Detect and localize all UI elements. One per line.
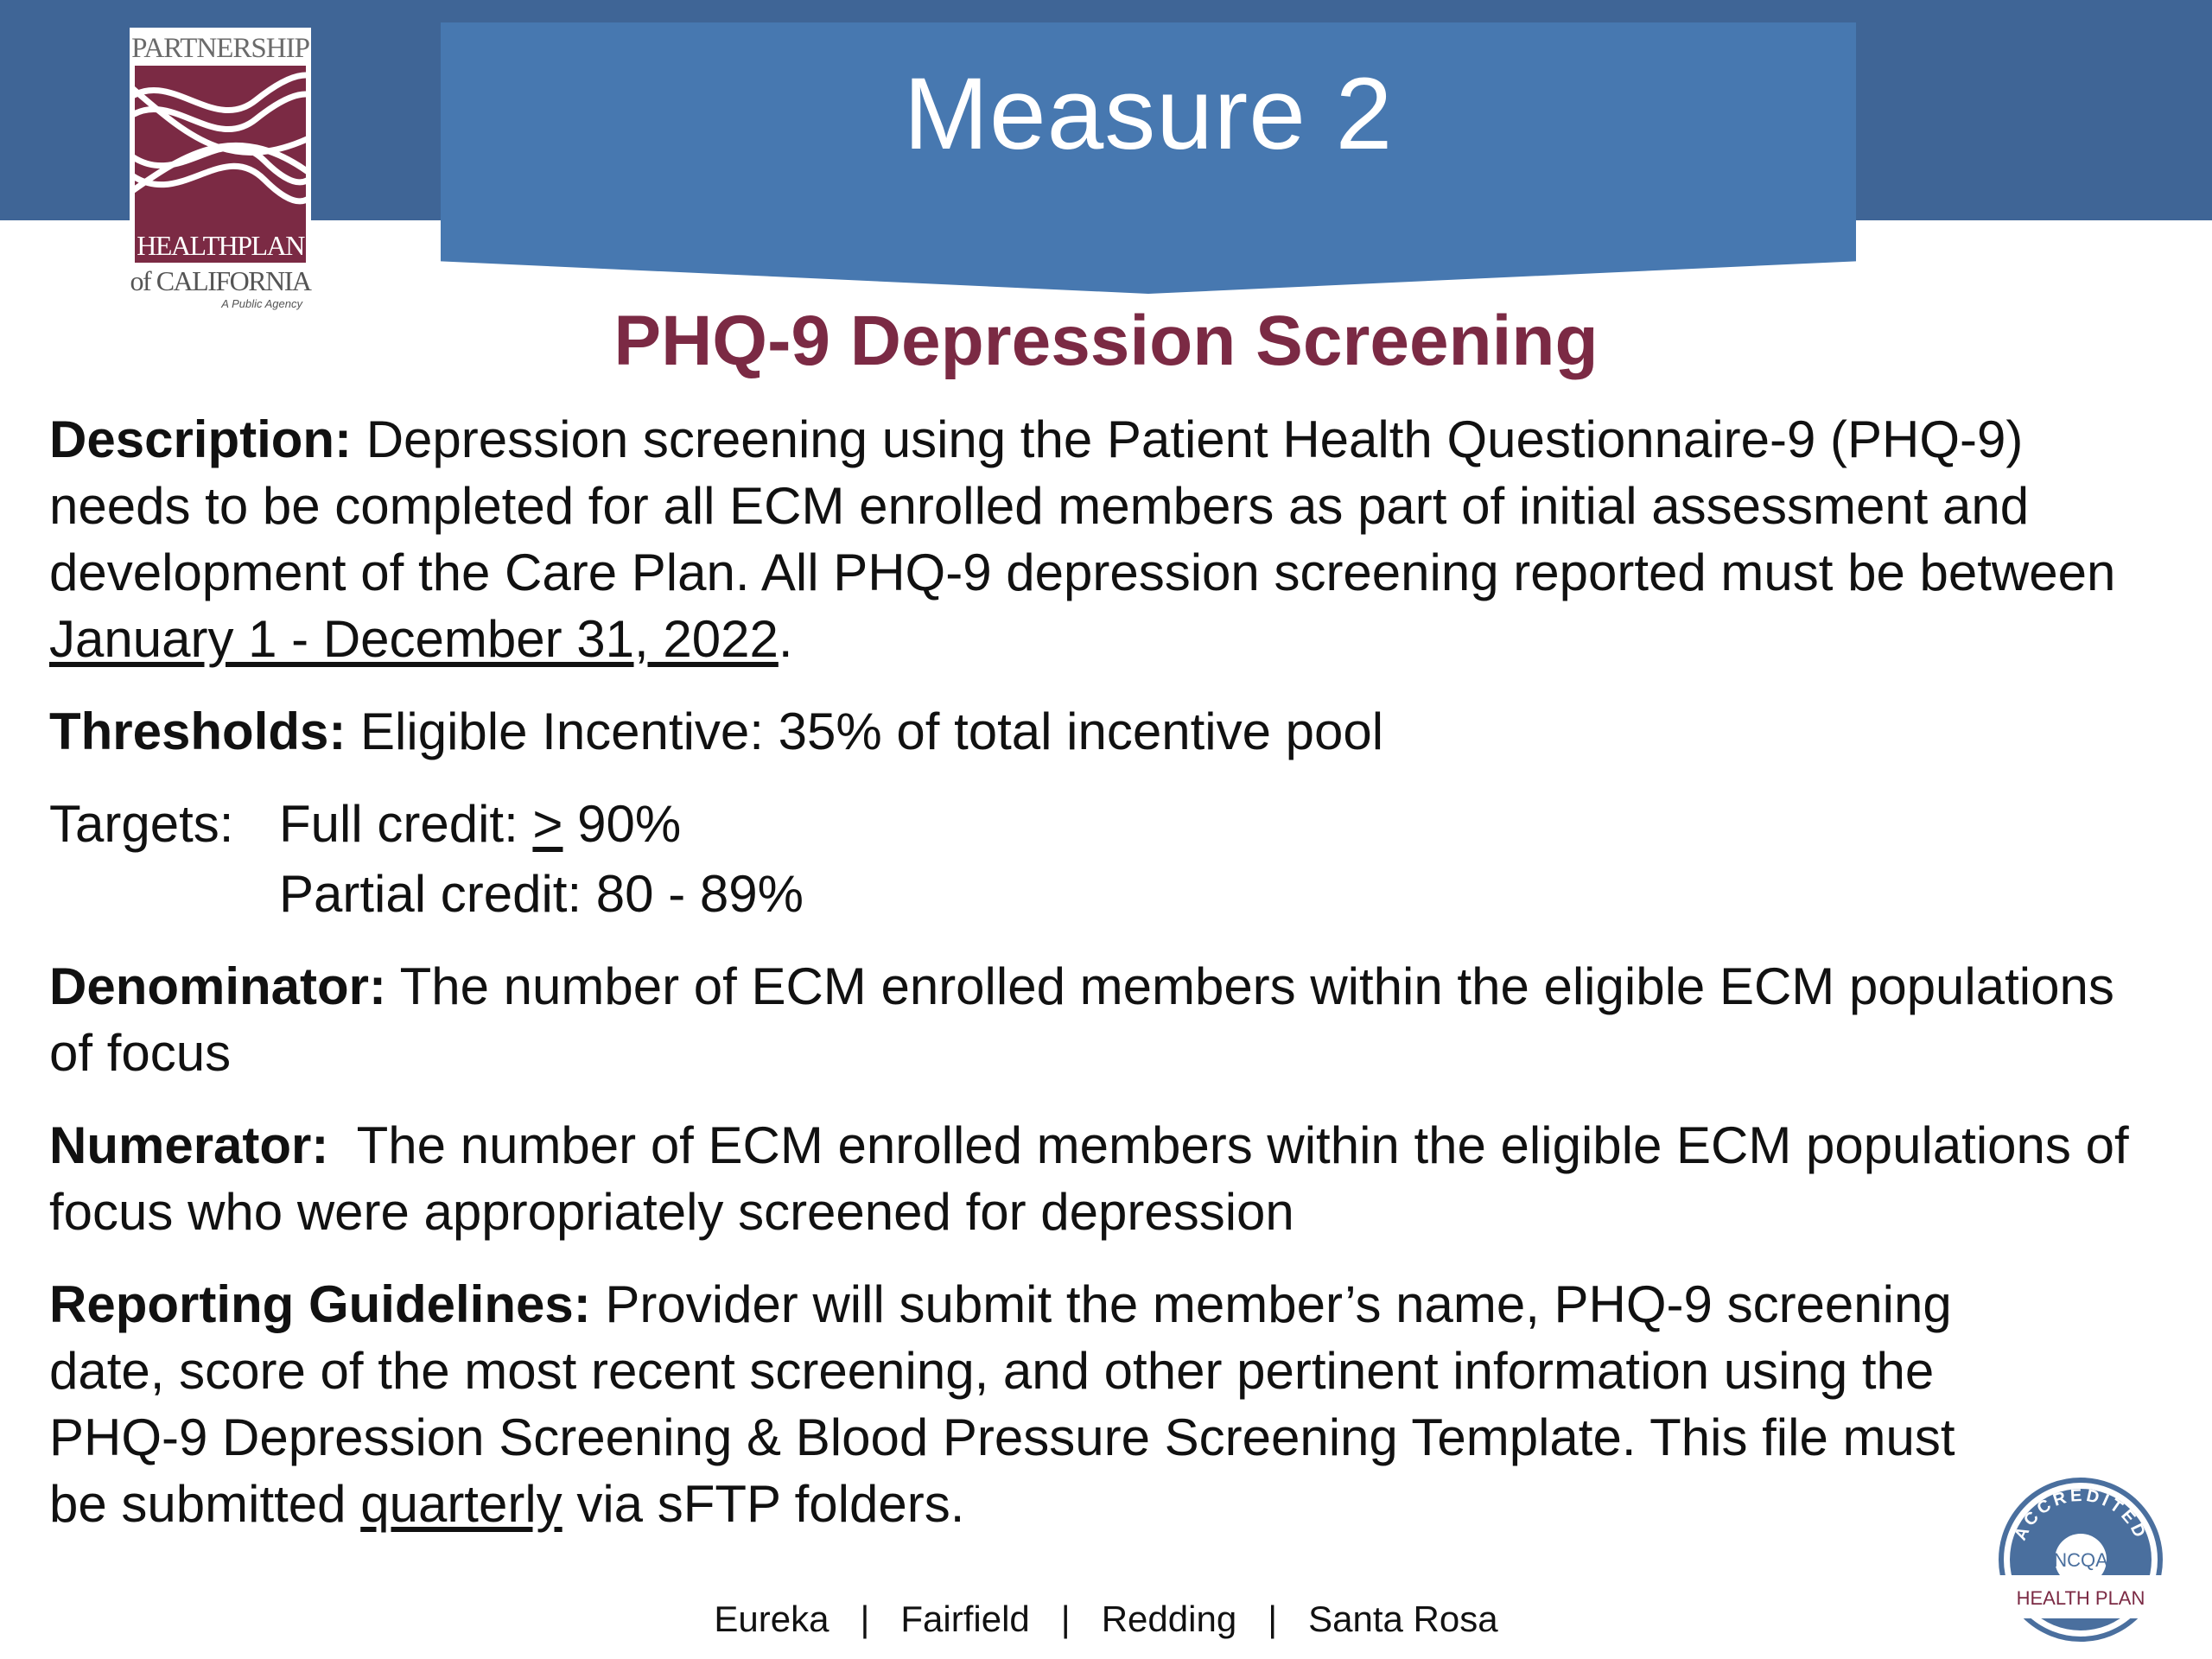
targets-full-credit xyxy=(279,791,681,857)
footer-location: Fairfield xyxy=(900,1599,1030,1639)
description-label: Description: xyxy=(49,410,353,468)
seal-top-text: ACCREDITED xyxy=(2011,1485,2151,1544)
numerator-label: Numerator: xyxy=(49,1116,329,1174)
logo-tagline: A Public Agency xyxy=(221,297,302,310)
targets-label: Targets: xyxy=(49,795,234,853)
logo-top-text: PARTNERSHIP xyxy=(131,33,309,64)
denominator-text: The number of ECM enrolled members within the eligible ECM populations of focus xyxy=(49,957,2114,1082)
logo-healthplan-text: HEALTHPLAN xyxy=(135,228,306,263)
thresholds-paragraph xyxy=(49,698,2158,765)
denominator-label: Denominator: xyxy=(49,957,386,1015)
footer-separator: | xyxy=(860,1599,870,1639)
footer-separator: | xyxy=(1268,1599,1278,1639)
description-paragraph xyxy=(49,406,2158,672)
full-credit-value: 90% xyxy=(563,795,682,853)
ncqa-accredited-seal xyxy=(1986,1473,2176,1646)
targets-partial-row xyxy=(49,861,2158,927)
numerator-paragraph xyxy=(49,1112,2158,1245)
measure-content xyxy=(49,406,2158,1537)
targets-full-row xyxy=(49,791,2158,857)
reporting-frequency: quarterly xyxy=(360,1475,563,1533)
reporting-end: via sFTP folders. xyxy=(562,1475,965,1533)
seal-bottom-text: HEALTH PLAN xyxy=(2016,1587,2145,1609)
footer-location: Eureka xyxy=(714,1599,830,1639)
footer-separator: | xyxy=(1060,1599,1071,1639)
targets-block xyxy=(49,791,2158,927)
logo-state-text: of CALIFORNIA xyxy=(130,265,311,296)
banner-title: Measure 2 xyxy=(903,57,1394,171)
partnership-logo xyxy=(130,28,311,317)
reporting-text: Provider will submit the member’s name, PHQ-9 screening date, score of the most recent screening, and other pertinent information using the PHQ-9 Depression Screening & Blood Pressure Screening Template. This file must be submitted xyxy=(49,1275,1955,1533)
ncqa-seal-icon xyxy=(1986,1473,2176,1646)
numerator-text: The number of ECM enrolled members within the eligible ECM populations of focus who were appropriately screened for depression xyxy=(49,1116,2144,1241)
description-date-range: January 1 - December 31, 2022 xyxy=(49,610,779,668)
seal-center-text: NCQA xyxy=(2053,1549,2108,1571)
reporting-paragraph xyxy=(49,1271,2002,1537)
denominator-paragraph xyxy=(49,953,2158,1086)
footer-location: Redding xyxy=(1101,1599,1237,1639)
footer-locations xyxy=(0,1599,2212,1640)
thresholds-label: Thresholds: xyxy=(49,702,346,760)
targets-label-spacer xyxy=(49,861,279,927)
full-credit-prefix: Full credit: xyxy=(279,795,533,853)
logo-wave-icon xyxy=(135,66,306,238)
description-text: Depression screening using the Patient Health Questionnaire-9 (PHQ-9) needs to be completed for all ECM enrolled members as part of initial assessment and development of the Care Plan. All PHQ-9 depression screening reported must be between xyxy=(49,410,2116,601)
full-credit-symbol: > xyxy=(532,795,563,853)
thresholds-text: Eligible Incentive: 35% of total incentive pool xyxy=(346,702,1384,760)
footer-location: Santa Rosa xyxy=(1308,1599,1498,1639)
logo-wave-mark xyxy=(135,66,306,238)
reporting-label: Reporting Guidelines: xyxy=(49,1275,591,1333)
description-end: . xyxy=(778,610,793,668)
page-subtitle: PHQ-9 Depression Screening xyxy=(613,302,1599,380)
targets-partial-credit: Partial credit: 80 - 89% xyxy=(279,865,804,923)
